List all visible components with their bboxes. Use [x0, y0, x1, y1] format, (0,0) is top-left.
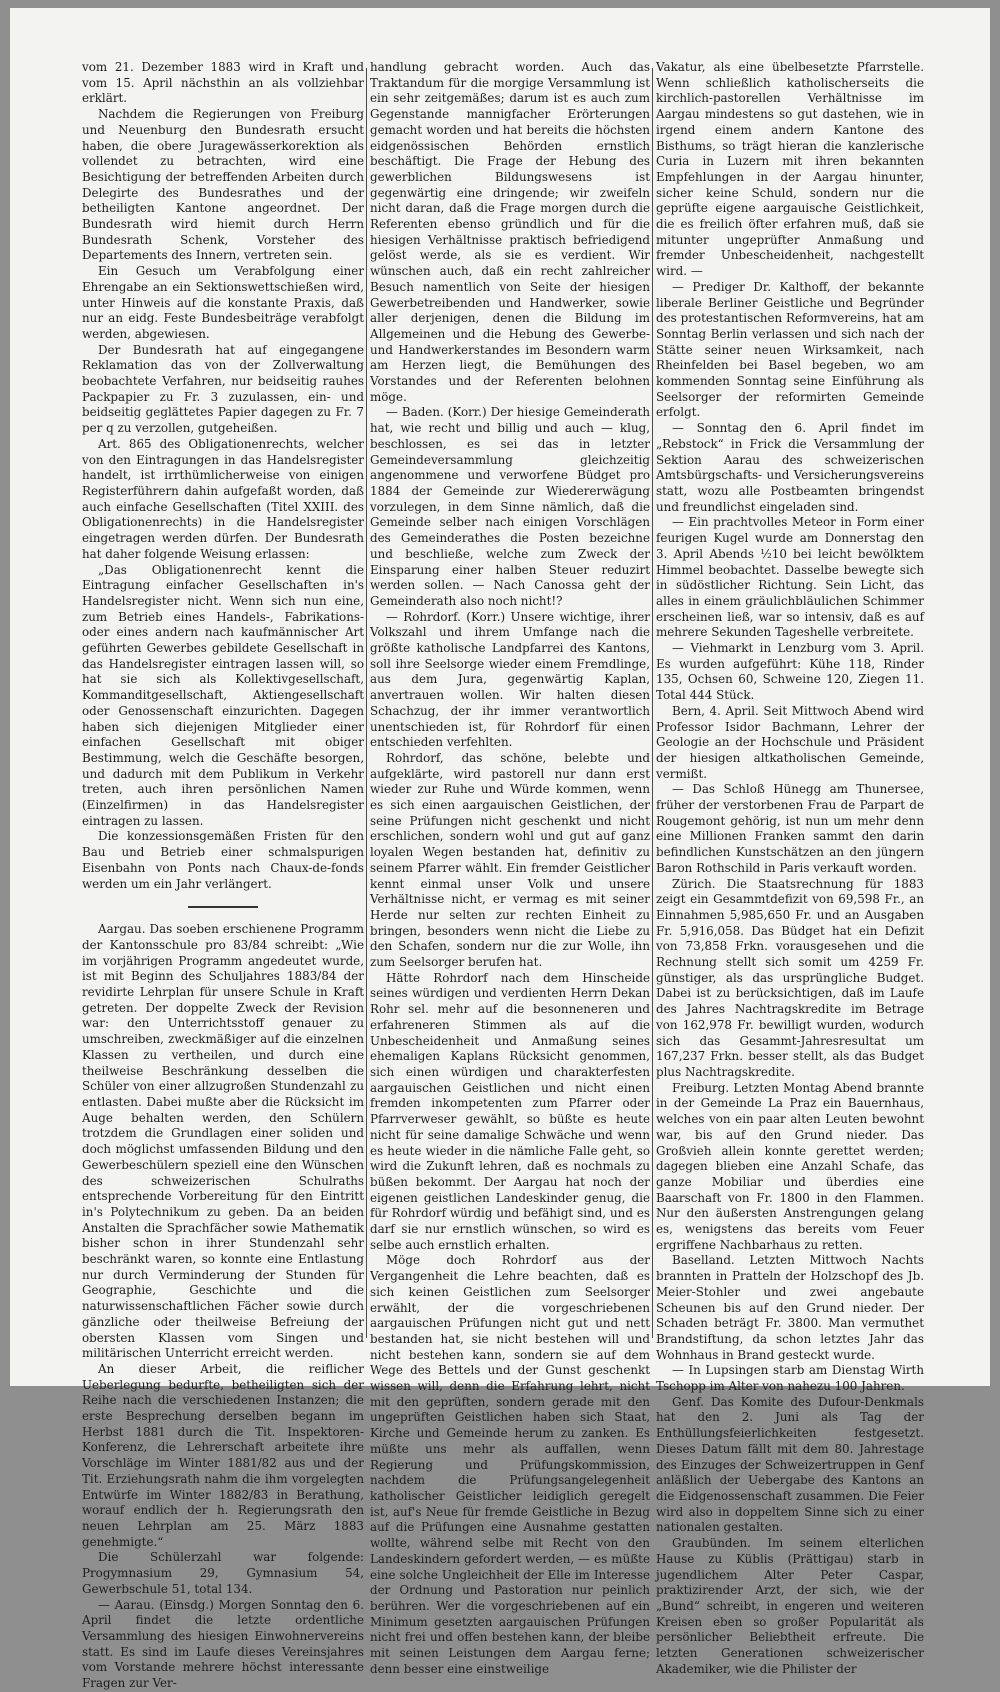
paragraph: — Viehmarkt in Lenzburg vom 3. April. Es wurden aufgeführt: Kühe 118, Rinder 135, Ochsen 60, Schweine 120, Ziegen 11. Total 444 Stück.: [656, 641, 924, 703]
paragraph: Baselland. Letzten Mittwoch Nachts brannten in Pratteln der Holzschopf des Jb. Meier-Stohler und zwei angebaute Scheunen bis auf den Grund nieder. Der Schaden beträgt Fr. 3800. Man vermuthet Brandstiftung, da schon letztes Jahr das Wohnhaus in Brand gesteckt wurde.: [656, 1253, 924, 1362]
paragraph: Hätte Rohrdorf nach dem Hinscheide seines würdigen und verdienten Herrn Dekan Rohr sel. mehr auf die besonneneren und erfahreneren Stimmen als auf die Unbescheidenheit und Anmaßung seines ehemaligen Kaplans Rücksicht genommen, sich einen würdigen und charakterfesten aargauischen Geistlichen und nicht einen fremden inkompetenten zum Pfarrer oder Pfarrverweser gewählt, so büßte es heute nicht für seine damalige Schwäche und wenn es heute wieder in die nämliche Falle geht, so wird die Zukunft lehren, daß es nochmals zu büßen bekommt. Der Aargau hat noch der eigenen geistlichen Landeskinder genug, die für Rohrdorf würdig und befähigt sind, und es darf sie nur ernstlich wünschen, so wird es selbe auch ernstlich erhalten.: [370, 970, 650, 1252]
column-1: [82, 60, 364, 1691]
paragraph: Der Bundesrath hat auf eingegangene Reklamation das von der Zollverwaltung beobachtete Verfahren, nur beidseitig rauhes Packpapier zu Fr. 3 zuzulassen, ein- und beidseitig geglättetes Papier dagegen zu Fr. 7 per q zu verzollen, gutgeheißen.: [82, 342, 364, 436]
paragraph: — Sonntag den 6. April findet im „Rebstock“ in Frick die Versammlung der Sektion Aarau des schweizerischen Amtsbürgschafts- und Versicherungsvereins statt, wozu alle Postbeamten bringendst und freundlichst eingeladen sind.: [656, 421, 924, 514]
paragraph: Ein Gesuch um Verabfolgung einer Ehrengabe an ein Sektionswettschießen wird, unter Hinweis auf die konstante Praxis, daß nur an eidg. Feste Bundesbeiträge verabfolgt werden, abgewiesen.: [82, 264, 364, 341]
paragraph: — Rohrdorf. (Korr.) Unsere wichtige, ihrer Volkszahl und ihrem Umfange nach die größte katholische Landpfarrei des Kantons, soll ihre Seelsorge wieder einem Fremdlinge, aus dem Jura, gegenwärtig Kaplan, anvertrauen wollen. Wir halten diesen Schachzug, der ihr immer verantwortlich unentschieden ist, für Rohrdorf für einen entschieden verfehlten.: [370, 609, 650, 750]
newspaper-page: [10, 8, 990, 1691]
paragraph: Vakatur, als eine übelbesetzte Pfarrstelle. Wenn schließlich katholischerseits die kirchlich-pastorellen Verhältnisse im Aargau mindestens so gut dastehen, wie in irgend einem andern Kantone des Bisthums, so trägt hieran die kanzlerische Curia in Luzern mit ihren bekannten Empfehlungen in der Aargau hinunter, sicher keine Schuld, sondern nur die geprüfte eigene aargauische Geistlichkeit, die es freilich öfter erfahren muß, daß sie mitunter ungeprüfter Anmaßung und fremder Unbescheidenheit, nachgestellt wird. —: [656, 60, 924, 279]
column-3: [656, 60, 924, 1676]
paragraph: Nachdem die Regierungen von Freiburg und Neuenburg den Bundesrath ersucht haben, die obere Juragewässerkorektion als vollendet zu betrachten, wird eine Besichtigung der betreffenden Arbeiten durch Delegirte des Bundesrathes und der betheiligten Kantone angeordnet. Der Bundesrath wird hiemit durch Herrn Bundesrath Schenk, Vorsteher des Departements des Innern, vertreten sein.: [82, 107, 364, 263]
paragraph: — Aarau. (Einsdg.) Morgen Sonntag den 6. April findet die letzte ordentliche Versammlung des hiesigen Einwohnervereins statt. Es sind im Laufe dieses Vereinsjahres vom Vorstande mehrere höchst interessante Fragen zur Ver-: [82, 1597, 364, 1691]
column-rule: [366, 68, 367, 1338]
paragraph: — Baden. (Korr.) Der hiesige Gemeinderath hat, wie recht und billig und auch — klug, beschlossen, es sei das in letzter Gemeindeversammlung gleichzeitig angenommene und verworfene Büdget pro 1884 der Gemeinde zur Wiedererwägung vorzulegen, in dem Sinne nämlich, daß die Gemeinde selber nach einigen Vorschlägen des Gemeinderathes die Posten bezeichne und beschließe, welche zum Zweck der Einsparung einer halben Steuer reduzirt werden sollen. — Nach Canossa geht der Gemeinderath also noch nicht!?: [370, 405, 650, 608]
section-divider: [188, 906, 258, 908]
paragraph: — Prediger Dr. Kalthoff, der bekannte liberale Berliner Geistliche und Begründer des protestantischen Reformvereins, hat am Sonntag Berlin verlassen und sich nach der Stätte seiner neuen Wirksamkeit, nach Rheinfelden bei Basel begeben, wo am kommenden Sonntag seine Einführung als Seelsorger der reformirten Gemeinde erfolgt.: [656, 279, 924, 420]
paragraph: Möge doch Rohrdorf aus der Vergangenheit die Lehre beachten, daß es sich keinen Geistlichen zum Seelsorger erwählt, der die vorgeschriebenen aargauischen Prüfungen nicht gut und nett bestanden hat, sie nicht bestehen will und nicht bestehen kann, sondern sie auf dem Wege des Bettels und der Gunst geschenkt wissen will, denn die Erfahrung lehrt, nicht mit den geprüften, sondern gerade mit den ungeprüften Geistlichen haben sich Staat, Kirche und Gemeinde herum zu zanken. Es müßte uns mehr als auffallen, wenn Regierung und Prüfungskommission, nachdem die Prüfungsangelegenheit katholischer Geistlicher leidiglich geregelt ist, auf's Neue für fremde Geistliche in Bezug auf die Prüfungen eine Ausnahme gestatten wollte, während selbe mit Recht von den Landeskindern gefordert werden, — es müßte eine solche Ungleichheit der Elle im Interesse der Ordnung und Pastoration nur peinlich berühren. Wer die vorgeschriebenen auf ein Minimum gesetzten aargauischen Prüfungen nicht frei und offen bestehen kann, der bleibe mit seinen Leistungen dem Aargau ferne; denn besser eine einstweilige: [370, 1253, 650, 1676]
paragraph: handlung gebracht worden. Auch das Traktandum für die morgige Versammlung ist ein sehr zeitgemäßes; darum ist es auch zum Gegenstande mannigfacher Erörterungen gemacht worden und hat bereits die höchsten eidgenössischen Behörden ernstlich beschäftigt. Die Frage der Hebung des gewerblichen Bildungswesens ist gegenwärtig eine dringende; wir zweifeln nicht daran, daß die Frage morgen durch die Referenten ebenso gründlich und für die hiesigen Verhältnisse praktisch befriedigend gelöst werde, als sie es verdient. Wir wünschen auch, daß ein recht zahlreicher Besuch namentlich von Seite der hiesigen Gewerbetreibenden und Handwerker, sowie aller derjenigen, denen die Bildung im Allgemeinen und die Hebung des Gewerbe- und Handwerkerstandes im Besondern warm am Herzen liegt, die Bemühungen des Vorstandes und der Referenten belohnen möge.: [370, 60, 650, 404]
paragraph: Genf. Das Komite des Dufour-Denkmals hat den 2. Juni als Tag der Enthüllungsfeierlichkeiten festgesetzt. Dieses Datum fällt mit dem 80. Jahrestage des Einzuges der Schweizertruppen in Genf anläßlich der Uebergabe des Kantons an die Eidgenossenschaft zusammen. Die Feier wird also in doppeltem Sinne sich zu einer nationalen gestalten.: [656, 1394, 924, 1535]
paragraph: vom 21. Dezember 1883 wird in Kraft und vom 15. April nächsthin an als vollziehbar erklärt.: [82, 60, 364, 106]
paragraph: Rohrdorf, das schöne, belebte und aufgeklärte, wird pastorell nur dann erst wieder zur Ruhe und Würde kommen, wenn es sich einen aargauischen Geistlichen, der seine Prüfungen nicht geschenkt und nicht erschlichen, sondern wohl und gut auf ganz loyalen Wegen bestanden hat, definitiv zu seinem Pfarrer wählt. Ein fremder Geistlicher kennt einmal unser Volk und unsere Verhältnisse nicht, er vermag es mit seiner Herde nur selten zur rechten Einheit zu bringen, besonders wenn nicht die Liebe zu den Schafen, sondern nur die zur Wolle, ihn zum Seelsorger berufen hat.: [370, 750, 650, 970]
paragraph: Aargau. Das soeben erschienene Programm der Kantonsschule pro 83/84 schreibt: „Wie im vorjährigen Programm angedeutet wurde, ist mit Beginn des Schuljahres 1883/84 der revidirte Lehrplan für unsere Schule in Kraft getreten. Der doppelte Zweck der Revision war: den Unterrichtsstoff genauer zu umschreiben, zweckmäßiger auf die einzelnen Klassen zu vertheilen, und durch eine theilweise Beschränkung desselben die Schüler von einer allzugroßen Stundenzahl zu entlasten. Dabei mußte aber die Rücksicht im Auge behalten werden, den Schülern trotzdem die Grundlagen einer soliden und doch möglichst umfassenden Bildung und den Gewerbeschülern speziell eine den Wünschen des schweizerischen Schulraths entsprechende Vorbereitung für den Eintritt in's Polytechnikum zu geben. Da an beiden Anstalten die Sprachfächer sowie Mathematik bisher schon in ihrer Stundenzahl sehr beschränkt waren, so konnte eine Entlastung nur durch Verminderung der Stunden für Geographie, Geschichte und die naturwissenschaftlichen Fächer sowie durch gänzliche oder theilweise Befreiung der obersten Klassen vom Singen und militärischen Unterricht erreicht werden.: [82, 922, 364, 1361]
paragraph: Bern, 4. April. Seit Mittwoch Abend wird Professor Isidor Bachmann, Lehrer der Geologie an der Hochschule und Präsident der hiesigen altkatholischen Gemeinde, vermißt.: [656, 703, 924, 781]
paragraph: Freiburg. Letzten Montag Abend brannte in der Gemeinde La Praz ein Bauernhaus, welches von ein paar alten Leuten bewohnt war, bis auf den Grund nieder. Das Großvieh allein konnte gerettet werden; dagegen blieben eine Anzahl Schafe, das ganze Mobiliar und überdies eine Baarschaft von Fr. 1800 in den Flammen. Nur den äußersten Anstrengungen gelang es, wenigstens das bereits vom Feuer ergriffene Nachbarhaus zu retten.: [656, 1080, 924, 1252]
paragraph: — In Lupsingen starb am Dienstag Wirth Tschopp im Alter von nahezu 100 Jahren.: [656, 1363, 924, 1394]
paragraph: — Das Schloß Hünegg am Thunersee, früher der verstorbenen Frau de Parpart de Rougemont gehörig, ist nun um mehr denn eine Millionen Franken sammt den darin befindlichen Kunstschätzen an den jüngern Baron Rothschild in Paris verkauft worden.: [656, 782, 924, 875]
column-rule: [652, 68, 653, 1338]
paragraph: Die Schülerzahl war folgende: Progymnasium 29, Gymnasium 54, Gewerbschule 51, total 134.: [82, 1550, 364, 1596]
column-2: [370, 60, 650, 1676]
paragraph: Die konzessionsgemäßen Fristen für den Bau und Betrieb einer schmalspurigen Eisenbahn von Ponts nach Chaux-de-fonds werden um ein Jahr verlängert.: [82, 829, 364, 891]
paragraph: „Das Obligationenrecht kennt die Eintragung einfacher Gesellschaften in's Handelsregister nicht. Wenn sich nun eine, zum Betrieb eines Handels-, Fabrikations- oder eines andern nach kaufmännischer Art geführten Gewerbes gebildete Gesellschaft in das Handelsregister eintragen lassen will, so hat sie sich als Kollektivgesellschaft, Kommanditgesellschaft, Aktiengesellschaft oder Genossenschaft einzurichten. Dagegen haben sich diejenigen Mitglieder einer einfachen Gesellschaft mit obiger Bestimmung, welch die Geschäfte besorgen, und dadurch mit dem Publikum in Verkehr treten, auch ihren persönlichen Namen (Einzelfirmen) in das Handelsregister eintragen zu lassen.: [82, 562, 364, 828]
paragraph: Art. 865 des Obligationenrechts, welcher von den Eintragungen in das Handelsregister handelt, ist irrthümlicherweise von einigen Registerführern dahin aufgefaßt worden, daß auch einfache Gesellschaften (Titel XXIII. des Obligationenrechts) in die Handelsregister eingetragen werden dürfen. Der Bundesrath hat daher folgende Weisung erlassen:: [82, 436, 364, 561]
paragraph: — Ein prachtvolles Meteor in Form einer feurigen Kugel wurde am Donnerstag den 3. April Abends ½10 bei leicht bewölktem Himmel beobachtet. Dasselbe bewegte sich in südöstlicher Richtung. Sein Licht, das alles in einem gräulichbläulichen Schimmer erscheinen ließ, war so intensiv, daß es auf mehrere Sekunden Tageshelle verbreitete.: [656, 515, 924, 640]
paragraph: Zürich. Die Staatsrechnung für 1883 zeigt ein Gesammtdefizit von 69,598 Fr., an Einnahmen 5,985,650 Fr. und an Ausgaben Fr. 5,916,058. Das Büdget hat ein Defizit von 73,858 Frkn. vorausgesehen und die Rechnung stellt sich somit um 4259 Fr. günstiger, als das ursprüngliche Budget. Dabei ist zu berücksichtigen, daß im Laufe des Jahres Nachtragskredite im Betrage von 162,978 Fr. bewilligt wurden, wodurch sich das Gesammt-Jahresresultat um 167,237 Frkn. besser stellt, als das Budget plus Nachtragskredite.: [656, 876, 924, 1079]
paragraph: An dieser Arbeit, die reiflicher Ueberlegung bedurfte, betheiligten sich der Reihe nach die verschiedenen Instanzen; die erste Besprechung derselben begann im Herbst 1881 durch die Tit. Inspektoren-Konferenz, die Lehrerschaft arbeitete ihre Vorschläge im Winter 1881/82 aus und der Tit. Erziehungsrath nahm die ihm vorgelegten Entwürfe im Winter 1882/83 in Berathung, worauf endlich der h. Regierungsrath den neuen Lehrplan am 25. März 1883 genehmigte.“: [82, 1361, 364, 1549]
paragraph: Graubünden. Im seinem elterlichen Hause zu Küblis (Prättigau) starb in jugendlichem Alter Peter Caspar, praktizirender Arzt, der sich, wie der „Bund“ schreibt, in engeren und weiteren Kreisen eben so großer Popularität als persönlicher Beliebtheit erfreute. Die letzten Generationen schweizerischer Akademiker, wie die Philister der: [656, 1536, 924, 1676]
